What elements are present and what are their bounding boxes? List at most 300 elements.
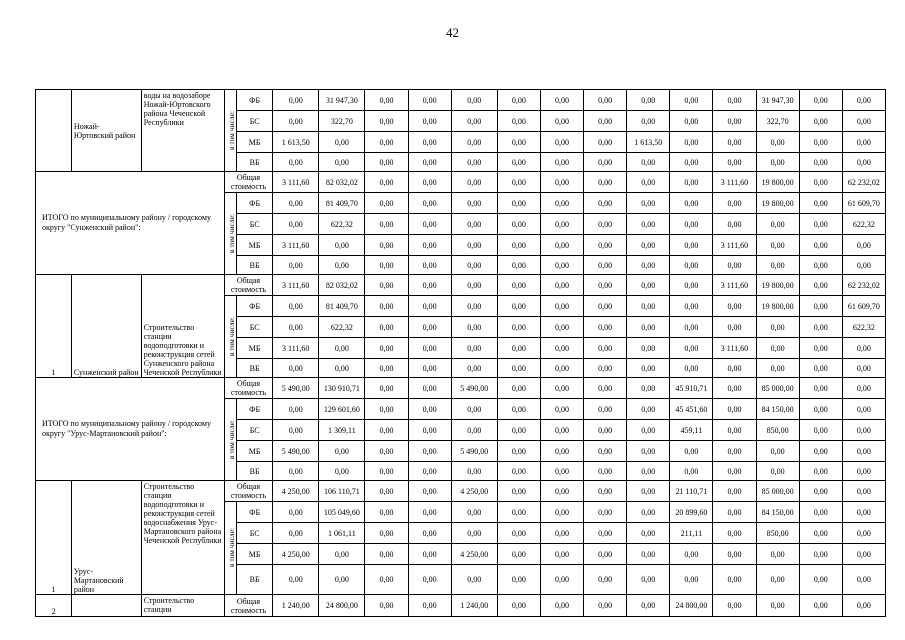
value-cell: 0,00 [540,481,583,502]
value-cell: 0,00 [540,338,583,359]
value-cell: 0,00 [670,338,713,359]
value-cell: 24 800,00 [670,595,713,617]
value-cell: 0,00 [365,523,408,544]
value-cell: 0,00 [451,462,497,481]
value-cell: 0,00 [365,90,408,111]
total-label: ИТОГО по муниципальному району / городскому округу "Сунженский район": [36,172,225,275]
value-cell: 0,00 [627,214,670,235]
value-cell: 0,00 [670,214,713,235]
value-cell: 850,00 [756,523,799,544]
value-cell: 0,00 [842,595,885,617]
district-cell [71,595,141,617]
value-cell: 0,00 [713,544,756,565]
value-cell: 0,00 [670,111,713,132]
value-cell: 0,00 [408,296,451,317]
value-cell: 0,00 [451,338,497,359]
value-cell: 0,00 [451,214,497,235]
value-cell: 0,00 [319,235,365,256]
value-cell: 0,00 [408,338,451,359]
value-cell: 0,00 [408,399,451,420]
value-cell: 1 613,50 [627,132,670,153]
funding-type-fb: ФБ [237,296,273,317]
value-cell: 0,00 [497,420,540,441]
value-cell: 0,00 [408,317,451,338]
value-cell: 0,00 [540,317,583,338]
value-cell: 0,00 [799,565,842,595]
value-cell: 5 490,00 [273,378,319,399]
value-cell: 0,00 [756,153,799,172]
value-cell: 0,00 [799,399,842,420]
value-cell: 0,00 [713,399,756,420]
value-cell: 622,32 [319,214,365,235]
value-cell: 0,00 [319,338,365,359]
value-cell: 0,00 [584,544,627,565]
table-row [36,481,886,502]
value-cell: 0,00 [451,235,497,256]
value-cell: 0,00 [842,523,885,544]
value-cell: 0,00 [540,420,583,441]
funding-type-fb: ФБ [237,502,273,523]
value-cell: 0,00 [713,378,756,399]
value-cell: 85 000,00 [756,378,799,399]
value-cell: 0,00 [540,235,583,256]
funding-type-mb: МБ [237,544,273,565]
value-cell: 0,00 [799,502,842,523]
funding-type-vb: ВБ [237,153,273,172]
value-cell: 0,00 [497,338,540,359]
value-cell: 4 250,00 [273,544,319,565]
table-row [36,90,886,111]
value-cell: 0,00 [497,565,540,595]
value-cell: 0,00 [408,235,451,256]
value-cell: 0,00 [540,359,583,378]
value-cell: 0,00 [842,153,885,172]
value-cell: 0,00 [497,481,540,502]
value-cell: 0,00 [713,132,756,153]
value-cell: 0,00 [627,275,670,296]
value-cell: 0,00 [670,172,713,193]
value-cell: 0,00 [584,399,627,420]
value-cell: 0,00 [799,595,842,617]
value-cell: 0,00 [627,235,670,256]
value-cell: 0,00 [799,235,842,256]
value-cell: 0,00 [584,565,627,595]
value-cell: 0,00 [584,172,627,193]
value-cell: 0,00 [408,441,451,462]
value-cell: 0,00 [365,565,408,595]
value-cell: 0,00 [451,172,497,193]
value-cell: 0,00 [670,235,713,256]
value-cell: 0,00 [627,172,670,193]
value-cell: 0,00 [365,153,408,172]
value-cell: 0,00 [408,595,451,617]
value-cell: 0,00 [627,565,670,595]
vtom-label: в том числе: [224,90,236,172]
value-cell: 0,00 [842,565,885,595]
value-cell: 0,00 [713,420,756,441]
value-cell: 0,00 [319,256,365,275]
funding-type-total: Общая стоимость [224,595,272,617]
value-cell: 106 110,71 [319,481,365,502]
value-cell: 0,00 [540,378,583,399]
value-cell: 0,00 [497,275,540,296]
value-cell: 0,00 [627,544,670,565]
value-cell: 0,00 [584,214,627,235]
value-cell: 0,00 [497,235,540,256]
funding-type-bs: БС [237,523,273,544]
funding-type-total: Общая стоимость [224,172,272,193]
value-cell: 0,00 [408,481,451,502]
value-cell: 0,00 [670,193,713,214]
value-cell: 0,00 [451,132,497,153]
value-cell: 0,00 [670,90,713,111]
district-cell: Урус-Мартановский район [71,481,141,595]
value-cell: 0,00 [408,90,451,111]
value-cell: 850,00 [756,420,799,441]
value-cell: 21 110,71 [670,481,713,502]
value-cell: 0,00 [273,214,319,235]
funding-type-total: Общая стоимость [224,275,272,296]
value-cell: 0,00 [273,565,319,595]
value-cell: 84 150,00 [756,502,799,523]
value-cell: 0,00 [713,256,756,275]
value-cell: 0,00 [627,399,670,420]
value-cell: 0,00 [627,481,670,502]
value-cell: 3 111,60 [713,172,756,193]
value-cell: 0,00 [799,462,842,481]
value-cell: 0,00 [497,399,540,420]
funding-type-total: Общая стоимость [224,378,272,399]
value-cell: 0,00 [627,111,670,132]
value-cell: 84 150,00 [756,399,799,420]
value-cell: 0,00 [540,565,583,595]
value-cell: 0,00 [451,420,497,441]
value-cell: 61 609,70 [842,193,885,214]
value-cell: 0,00 [799,132,842,153]
value-cell: 0,00 [799,193,842,214]
funding-type-mb: МБ [237,338,273,359]
value-cell: 3 111,60 [273,275,319,296]
value-cell: 0,00 [627,90,670,111]
value-cell: 0,00 [799,317,842,338]
value-cell: 0,00 [627,153,670,172]
value-cell: 0,00 [584,502,627,523]
value-cell: 0,00 [365,111,408,132]
total-label: ИТОГО по муниципальному району / городскому округу "Урус-Мартановский район": [36,378,225,481]
value-cell: 3 111,60 [273,172,319,193]
value-cell: 0,00 [365,256,408,275]
value-cell: 0,00 [799,256,842,275]
value-cell: 0,00 [584,256,627,275]
value-cell: 0,00 [451,399,497,420]
value-cell: 31 947,30 [319,90,365,111]
value-cell: 5 490,00 [273,441,319,462]
value-cell: 0,00 [365,214,408,235]
value-cell: 0,00 [627,193,670,214]
value-cell: 0,00 [713,359,756,378]
value-cell: 0,00 [408,523,451,544]
value-cell: 0,00 [497,172,540,193]
value-cell: 0,00 [451,359,497,378]
value-cell: 62 232,02 [842,172,885,193]
value-cell: 0,00 [451,523,497,544]
funding-type-bs: БС [237,111,273,132]
value-cell: 0,00 [365,275,408,296]
row-number-cell: 1 [36,481,72,595]
value-cell: 0,00 [584,132,627,153]
value-cell: 622,32 [319,317,365,338]
value-cell: 0,00 [713,441,756,462]
value-cell: 0,00 [408,544,451,565]
value-cell: 0,00 [497,359,540,378]
value-cell: 0,00 [799,153,842,172]
value-cell: 0,00 [842,359,885,378]
value-cell: 0,00 [408,214,451,235]
value-cell: 62 232,02 [842,275,885,296]
value-cell: 0,00 [756,235,799,256]
value-cell: 0,00 [540,90,583,111]
value-cell: 0,00 [365,235,408,256]
value-cell: 0,00 [365,399,408,420]
value-cell: 0,00 [451,193,497,214]
value-cell: 0,00 [408,172,451,193]
value-cell: 0,00 [319,544,365,565]
value-cell: 0,00 [497,462,540,481]
value-cell: 0,00 [408,193,451,214]
value-cell: 82 032,02 [319,275,365,296]
value-cell: 0,00 [540,193,583,214]
value-cell: 0,00 [713,462,756,481]
value-cell: 322,70 [319,111,365,132]
value-cell: 0,00 [627,523,670,544]
funding-type-vb: ВБ [237,256,273,275]
value-cell: 0,00 [799,544,842,565]
value-cell: 0,00 [584,296,627,317]
value-cell: 622,32 [842,317,885,338]
value-cell: 0,00 [497,595,540,617]
value-cell: 0,00 [408,462,451,481]
value-cell: 5 490,00 [451,378,497,399]
value-cell: 130 910,71 [319,378,365,399]
value-cell: 0,00 [670,462,713,481]
table-row [36,275,886,296]
value-cell: 0,00 [799,420,842,441]
funding-type-bs: БС [237,214,273,235]
value-cell: 0,00 [365,502,408,523]
value-cell: 45 451,60 [670,399,713,420]
value-cell: 0,00 [584,90,627,111]
value-cell: 0,00 [713,502,756,523]
value-cell: 0,00 [540,256,583,275]
funding-type-vb: ВБ [237,565,273,595]
funding-type-fb: ФБ [237,193,273,214]
value-cell: 0,00 [842,544,885,565]
value-cell: 0,00 [365,481,408,502]
value-cell: 0,00 [670,256,713,275]
value-cell: 105 049,60 [319,502,365,523]
value-cell: 0,00 [497,317,540,338]
value-cell: 0,00 [627,441,670,462]
vtom-label: в том числе: [224,399,236,481]
district-cell: Ножай-Юртовский район [71,90,141,172]
value-cell: 19 800,00 [756,275,799,296]
value-cell: 0,00 [540,153,583,172]
value-cell: 0,00 [451,502,497,523]
value-cell: 0,00 [273,359,319,378]
value-cell: 0,00 [627,595,670,617]
value-cell: 0,00 [627,359,670,378]
description-cell: Строительство станции водоподготовки и реконструкция сетей Сунженского района Чеченской Республики [141,275,224,378]
value-cell: 0,00 [584,378,627,399]
value-cell: 0,00 [273,296,319,317]
funding-type-fb: ФБ [237,90,273,111]
description-cell: воды на водозаборе Ножай-Юртовского района Чеченской Республики [141,90,224,172]
value-cell: 0,00 [713,565,756,595]
value-cell: 0,00 [273,193,319,214]
vtom-label: в том числе: [224,193,236,275]
value-cell: 0,00 [756,132,799,153]
value-cell: 0,00 [497,544,540,565]
value-cell: 0,00 [273,462,319,481]
value-cell: 0,00 [799,214,842,235]
value-cell: 0,00 [799,441,842,462]
value-cell: 0,00 [756,338,799,359]
value-cell: 0,00 [799,481,842,502]
value-cell: 81 409,70 [319,193,365,214]
table-body [36,90,886,617]
value-cell: 0,00 [365,193,408,214]
value-cell: 0,00 [842,441,885,462]
value-cell: 1 240,00 [273,595,319,617]
value-cell: 0,00 [408,256,451,275]
value-cell: 0,00 [451,153,497,172]
funding-table [35,89,886,617]
value-cell: 129 601,60 [319,399,365,420]
value-cell: 0,00 [497,523,540,544]
value-cell: 0,00 [319,359,365,378]
value-cell: 19 800,00 [756,172,799,193]
value-cell: 0,00 [365,359,408,378]
value-cell: 19 800,00 [756,296,799,317]
value-cell: 31 947,30 [756,90,799,111]
value-cell: 3 111,60 [713,275,756,296]
value-cell: 0,00 [842,462,885,481]
value-cell: 0,00 [756,595,799,617]
value-cell: 0,00 [670,132,713,153]
value-cell: 0,00 [756,565,799,595]
value-cell: 0,00 [756,214,799,235]
value-cell: 4 250,00 [273,481,319,502]
value-cell: 24 800,00 [319,595,365,617]
value-cell: 0,00 [670,544,713,565]
value-cell: 0,00 [627,296,670,317]
vtom-label: в том числе: [224,502,236,595]
value-cell: 0,00 [670,565,713,595]
value-cell: 0,00 [408,275,451,296]
value-cell: 0,00 [451,565,497,595]
value-cell: 0,00 [540,544,583,565]
value-cell: 1 613,50 [273,132,319,153]
value-cell: 0,00 [584,523,627,544]
value-cell: 4 250,00 [451,544,497,565]
value-cell: 0,00 [842,378,885,399]
value-cell: 0,00 [497,90,540,111]
value-cell: 0,00 [365,544,408,565]
value-cell: 0,00 [540,462,583,481]
value-cell: 0,00 [451,296,497,317]
value-cell: 459,11 [670,420,713,441]
value-cell: 19 800,00 [756,193,799,214]
value-cell: 0,00 [627,462,670,481]
value-cell: 0,00 [497,132,540,153]
value-cell: 0,00 [627,317,670,338]
value-cell: 0,00 [365,296,408,317]
value-cell: 0,00 [365,132,408,153]
value-cell: 0,00 [584,235,627,256]
value-cell: 0,00 [584,193,627,214]
value-cell: 0,00 [365,317,408,338]
value-cell: 0,00 [408,565,451,595]
value-cell: 61 609,70 [842,296,885,317]
value-cell: 0,00 [365,172,408,193]
value-cell: 0,00 [799,90,842,111]
value-cell: 0,00 [451,90,497,111]
value-cell: 1 061,11 [319,523,365,544]
value-cell: 0,00 [627,502,670,523]
value-cell: 0,00 [713,90,756,111]
total-row [36,172,886,193]
value-cell: 3 111,60 [273,235,319,256]
value-cell: 0,00 [540,441,583,462]
value-cell: 3 111,60 [713,235,756,256]
value-cell: 0,00 [540,296,583,317]
value-cell: 0,00 [273,317,319,338]
value-cell: 0,00 [540,111,583,132]
funding-type-bs: БС [237,317,273,338]
value-cell: 0,00 [497,193,540,214]
value-cell: 0,00 [408,378,451,399]
value-cell: 0,00 [713,111,756,132]
district-cell: Сунженский район [71,275,141,378]
value-cell: 0,00 [713,153,756,172]
value-cell: 0,00 [540,275,583,296]
value-cell: 0,00 [584,420,627,441]
funding-type-total: Общая стоимость [224,481,272,502]
value-cell: 0,00 [584,595,627,617]
value-cell: 0,00 [584,441,627,462]
value-cell: 0,00 [584,153,627,172]
value-cell: 0,00 [670,359,713,378]
funding-type-fb: ФБ [237,399,273,420]
value-cell: 0,00 [713,193,756,214]
value-cell: 0,00 [497,378,540,399]
value-cell: 0,00 [842,502,885,523]
value-cell: 0,00 [842,399,885,420]
value-cell: 0,00 [842,111,885,132]
value-cell: 0,00 [408,132,451,153]
value-cell: 0,00 [540,172,583,193]
value-cell: 0,00 [799,296,842,317]
value-cell: 0,00 [497,111,540,132]
value-cell: 0,00 [842,90,885,111]
value-cell: 0,00 [451,275,497,296]
value-cell: 0,00 [713,317,756,338]
value-cell: 0,00 [670,441,713,462]
value-cell: 0,00 [799,111,842,132]
value-cell: 0,00 [273,111,319,132]
value-cell: 0,00 [842,256,885,275]
value-cell: 0,00 [799,275,842,296]
